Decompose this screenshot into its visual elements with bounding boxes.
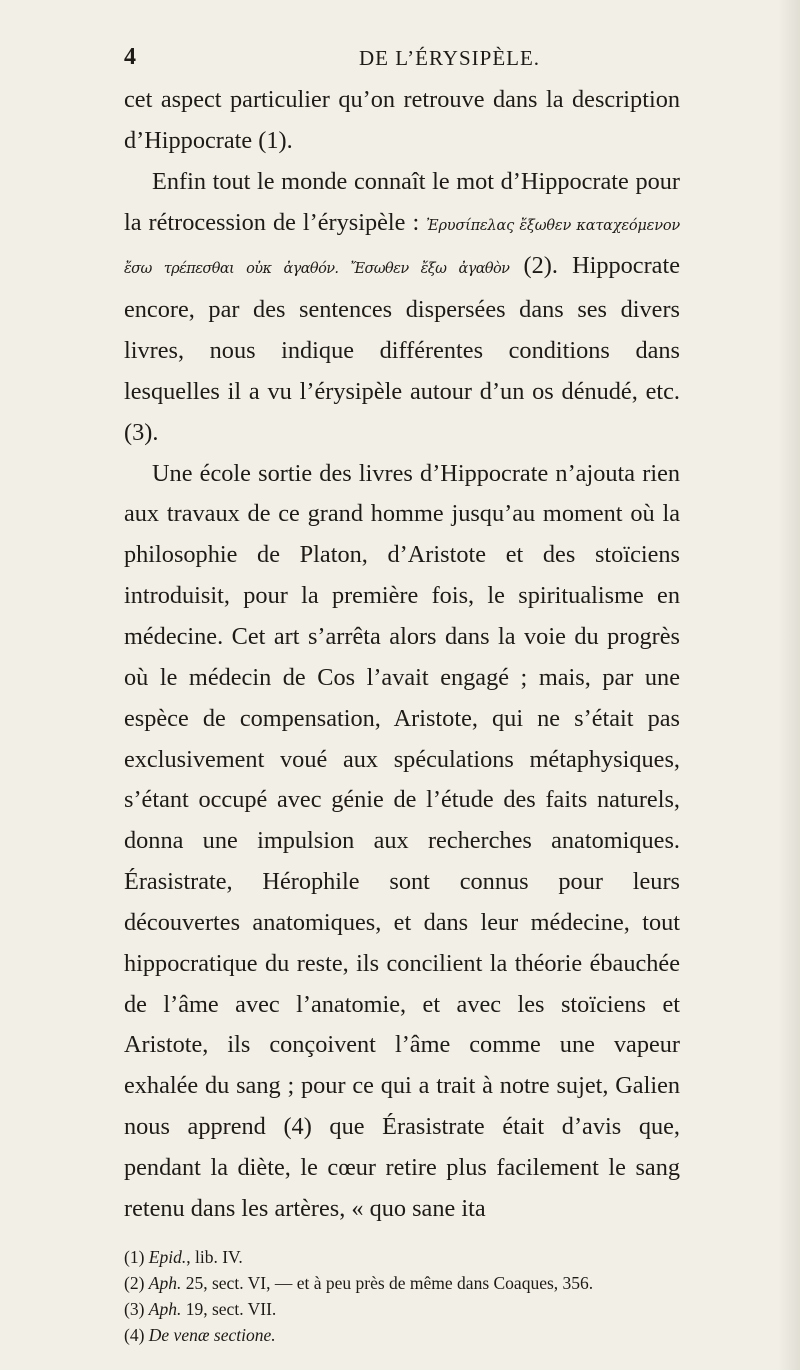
- footnote-3: [124, 1296, 684, 1322]
- footnote-text: 19, sect. VII.: [181, 1299, 277, 1319]
- paragraph-2-text-d: encore, par des sentences dispersées dans ses divers livres, nous indique différentes conditions dans lesquelles il a vu l’érysipèle autour d’un os dénudé, etc. (3).: [124, 296, 680, 446]
- paragraph-2-text-a: Enfin tout le monde connaît le mot d’Hippocrate pour: [152, 167, 680, 195]
- footnotes: [124, 1244, 684, 1348]
- footnote-reference: Aph.: [148, 1299, 182, 1319]
- footnote-number: (4): [124, 1325, 145, 1345]
- footnote-reference: De venæ sectione.: [148, 1325, 276, 1345]
- paragraph-1: [124, 80, 680, 162]
- page-edge-shadow: [778, 0, 800, 1370]
- footnote-reference: Epid.: [148, 1247, 187, 1267]
- footnote-2: [124, 1270, 684, 1296]
- footnote-number: (3): [124, 1299, 145, 1319]
- greek-quotation-2: ἔσω τρέπεσθαι οὐκ ἀγαθόν. Ἔσωθεν ἔξω ἀγαθὸν: [124, 261, 510, 278]
- footnote-text: , lib. IV.: [186, 1247, 243, 1267]
- footnote-1: [124, 1244, 684, 1270]
- footnote-text: 25, sect. VI, — et à peu près de même dans Coaques, 356.: [181, 1273, 594, 1293]
- paragraph-2-text-c: (2). Hippocrate: [523, 252, 680, 280]
- paragraph-2-text-b: la rétrocession de l’érysipèle :: [124, 208, 420, 236]
- paragraph-1-line-1: cet aspect particulier qu’on retrouve dans la description: [124, 86, 680, 113]
- footnote-4: [124, 1322, 684, 1348]
- footnote-reference: Aph.: [148, 1273, 182, 1293]
- page-number: 4: [124, 44, 136, 70]
- paragraph-1-line-2: d’Hippocrate (1).: [124, 126, 293, 154]
- footnote-number: (2): [124, 1273, 145, 1293]
- page-header: [124, 44, 684, 74]
- body-text: [124, 80, 680, 1230]
- paragraph-3: Une école sortie des livres d’Hippocrate n’ajouta rien aux travaux de ce grand homme jusqu’au moment où la philosophie de Platon, d’Aristote et des stoïciens introduisit, pour la première fois, le spiritualisme en médecine. Cet art s’arrêta alors dans la voie du progrès où le médecin de Cos l’avait engagé ; mais, par une espèce de compensation, Aristote, qui ne s’était pas exclusivement voué aux spéculations métaphysiques, s’étant occupé avec génie de l’étude des faits naturels, donna une impulsion aux recherches anatomiques. Érasistrate, Hérophile sont connus pour leurs découvertes anatomiques, et dans leur médecine, tout hippocratique du reste, ils concilient la théorie ébauchée de l’âme avec l’anatomie, et avec les stoïciens et Aristote, ils conçoivent l’âme comme une vapeur exhalée du sang ; pour ce qui a trait à notre sujet, Galien nous apprend (4) que Érasistrate était d’avis que, pendant la diète, le cœur retire plus facilement le sang retenu dans les artères, « quo sane ita: [124, 459, 680, 1222]
- running-title: DE L’ÉRYSIPÈLE.: [359, 46, 541, 70]
- greek-quotation-1: Ἐρυσίπελας ἔξωθεν καταχεόμενον: [426, 217, 680, 234]
- paragraph-2: [124, 162, 680, 454]
- footnote-number: (1): [124, 1247, 145, 1267]
